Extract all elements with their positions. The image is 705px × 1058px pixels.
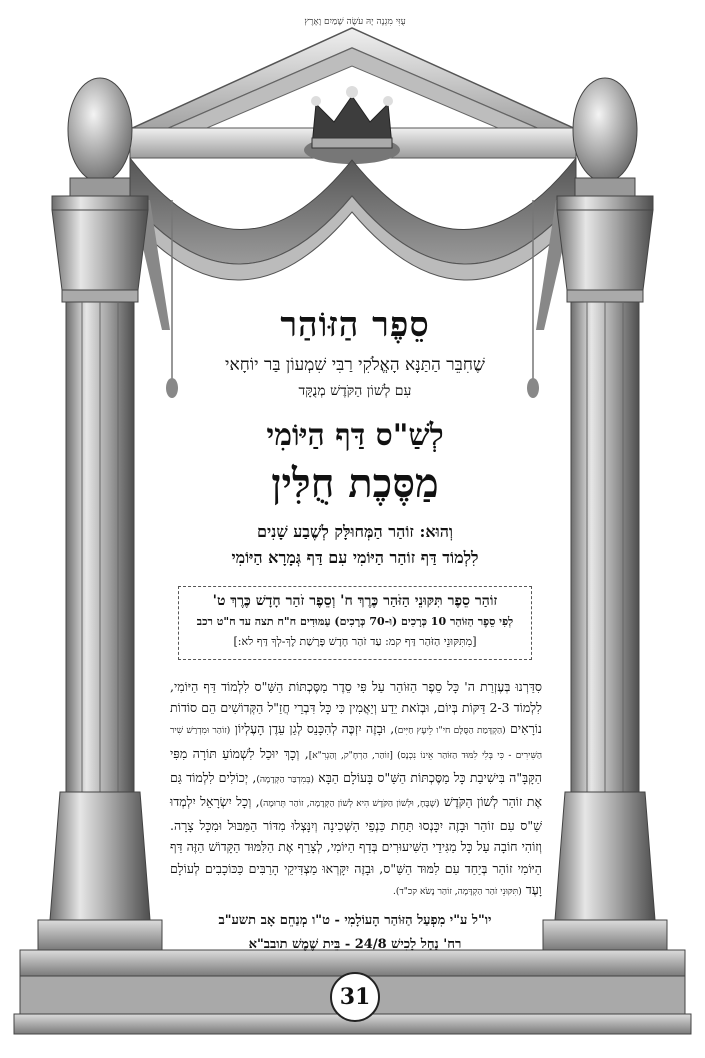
- intro-text-5: , וְכָל יִשְׂרָאֵל יִלְמְדוּ שַׁ"ס עִם זוֹהַר וּבָזֶה יִכָּנְסוּ תַּחַת כַּנְפֵי הַשְּׁכִינָה וְיִנָּצְלוּ מִדּוֹר הַמַּבּוּל וּמִכָּל צָרָה. וְזוֹהִי חוֹבָה עַל כָּל מַגִּידֵי הַשִּׁיעוּרִים בְּדַף הַיּוֹמִי, לְצָרֵף אֶת הַלִּמּוּד הַקָּדוֹשׁ הַזֶּה דַּף הַיּוֹמִי זוֹהַר בְּיַחַד עִם לִמּוּד הַשַּׁ"ס, וּבָזֶה יִקָּרְאוּ מַצְדִּיקֵי הָרַבִּים כַּכּוֹכָבִים לְעוֹלָם וָעֶד: [170, 794, 542, 897]
- intro-note-4: (שֶׁבֶּחָ, וּלְשׁוֹן הַקֹּדֶשׁ הִיא לְשׁוֹן הַקְּדָמָה, זוֹהַר תְּרוּמָה): [259, 799, 440, 810]
- page-number: 31: [330, 972, 380, 1022]
- right-column: [543, 78, 667, 950]
- intro-paragraph: [170, 676, 542, 903]
- author-line: שֶׁחִבֵּר הַתַּנָּא הָאֱלֹקִי רַבִּי שִׁמְעוֹן בַּר יוֹחָאי: [225, 355, 485, 375]
- subtitle-line-2: לִלְמוֹד דַּף זוֹהַר הַיּוֹמִי עִם דַּף גְּמָרָא הַיּוֹמִי: [231, 548, 479, 567]
- language-line: עִם לְשׁוֹן הַקֹּדֶשׁ מְנֻקָּד: [298, 383, 412, 399]
- address-line: רח' נַחַל לָכִישׁ 24/8 - בֵּית שֶׁמֶשׁ תובב"א: [248, 937, 462, 952]
- intro-text-1: סִדַּרְנוּ בְּעֶזְרַת ה' כָּל סֵפֶר הַזּוֹהַר עַל פִּי סֵדֶר מַסֶּכְתּוֹת הַשַּׁ"ס לִלְמוֹד דַּף הַיּוֹמִי, לִלְמוֹד 2-3 דַּקּוֹת בְּיוֹם, וּבְזֹאת יֵדַע וְיַאֲמִין כִּי כָּל דִּבְרֵי חֲזַ"ל הַקְּדוֹשִׁים הֵם סוֹדוֹת נוֹרָאִים: [170, 679, 542, 737]
- intro-note-5: (תִּקּוּנֵי זֹהַר הַקְדָּמָה, זוֹהַר נָשֹׂא קכ"ד).: [393, 886, 522, 897]
- tractate-title: מַסֶּכֶת חֻלִּין: [271, 460, 439, 507]
- arch-inscription: עֻזִּי מִגְנֶה יָהּ עֹשֶׂה שָׁמַיִם וָאָרֶץ: [304, 17, 406, 27]
- intro-note-1: (הַקְדָּמַת הַסֻּלָּם חי"ו לֵיעֶץ חַיִּים): [394, 726, 506, 737]
- volume-line-2: לְפִי סֵפֶר הַזּוֹהַר 10 כְּרָכִים (וּ-70 כְּרָכִים) עַמּוּדִים ח"ח תצה עד ח"ט רכב: [196, 615, 514, 628]
- book-title: סֵפֶר הַזּוֹהַר: [280, 305, 430, 345]
- intro-text-2: , וּבָזֶה יִזְכֶּה לְהִכָּנֵס לְגַן עֵדֶן הָעֶלְיוֹן: [234, 721, 395, 737]
- subtitle-line-1: וְהוּא: זוֹהַר הַמְּחוּלָּק לְשֶׁבַע שָׁנִים: [256, 522, 454, 541]
- volume-line-1: זוֹהַר סֵפֶר תִּקּוּנֵי הַזֹּהַר כֶּרֶךְ ח' וְסֵפֶר זֹהַר חָדָשׁ כֶּרֶךְ ט': [212, 593, 498, 609]
- crown-icon: [304, 86, 400, 164]
- volume-line-3: [מִתִּקּוּנֵי הַזֹּהַר דַּף קמ: עַד זֹהַר חָדָשׁ פָּרָשַׁת לֶךְ-לְךָ דַּף לא:]: [233, 635, 477, 648]
- intro-text-3: , וְכָךְ יוּכַל לִשְׁמוֹעַ תּוֹרָה מִפִּי הַקָּבָּ"ה בִּישִׁיבַת כָּל מַסֶּכְתּוֹת הַשַּׁ"ס בָּעוֹלָם הַבָּא: [170, 745, 542, 785]
- intro-text-4: , יְכוֹלִים לִלְמוֹד גַּם אֶת זוֹהַר לְשׁוֹן הַקֹּדֶשׁ: [170, 769, 542, 810]
- intro-note-3: (בְּמִדְבַּר הַקְּדָמָה): [256, 774, 315, 785]
- left-column: [38, 78, 162, 950]
- publisher-line: יו"ל ע"י מִפְעַל הַזּוֹהַר הָעוֹלָמִי - ט"ו מְנַחֵם אָב תשע"ב: [218, 913, 492, 928]
- volume-info-box: [178, 586, 532, 660]
- intro-note-2: (זוֹהַר וּמִדְרַשׁ שִׁיר הַשִּׁירִים - כִּי בְּלִי לִמּוּד הַזּוֹהַר אֵינוֹ נִכְנָס) [זוֹהַר, הַרְחָ"ק, וְהַגְרִ"א]: [170, 726, 542, 761]
- shas-line: לְשַׁ"ס דַּף הַיּוֹמִי: [266, 418, 444, 453]
